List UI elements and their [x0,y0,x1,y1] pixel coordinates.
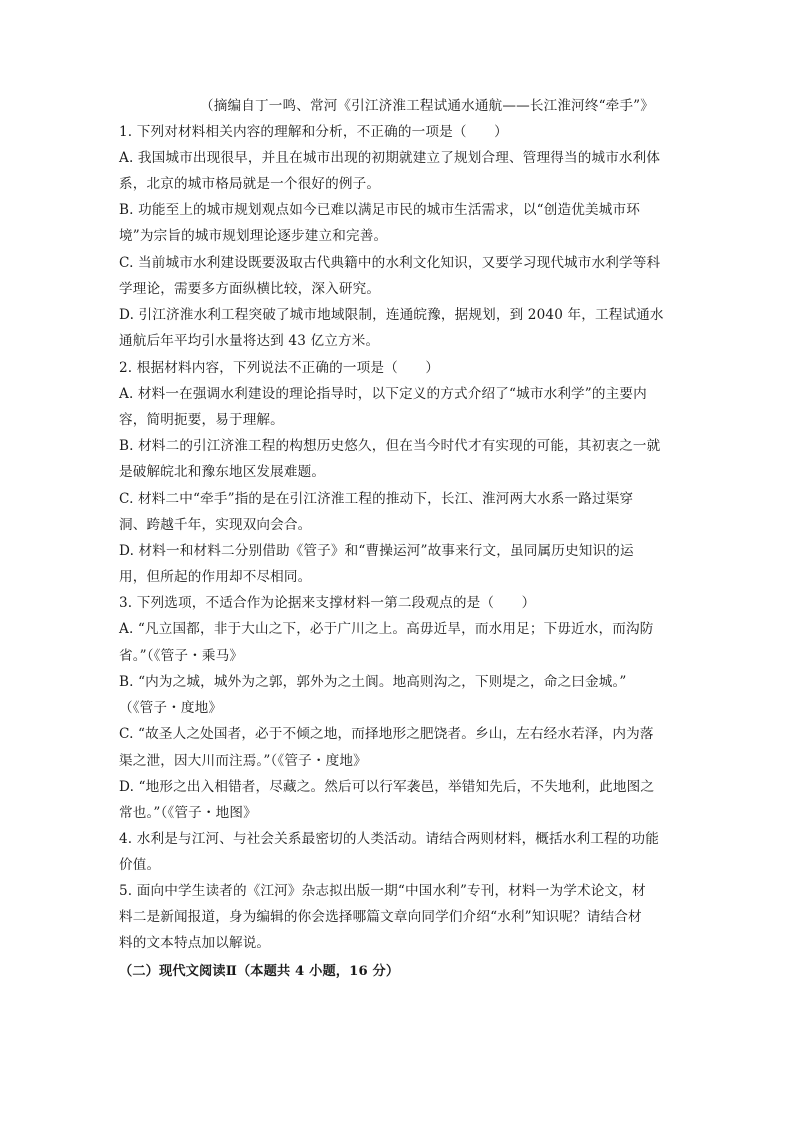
q1-option-b: B. 功能至上的城市规划观点如今已难以满足市民的城市生活需求，以“创造优美城市环 [119,202,640,218]
q3-option-b: B. “内为之城，城外为之郭，郭外为之土阆。地高则沟之，下则堤之，命之曰金城。” [119,674,627,690]
question-4: 4. 水利是与江河、与社会关系最密切的人类活动。请结合两则材料，概括水利工程的功能 [119,831,660,847]
q1-option-c-cont: 学理论，需要多方面纵横比较，深入研究。 [119,281,381,297]
q2-option-a-cont: 容，简明扼要，易于理解。 [119,412,284,428]
q2-option-b-cont: 是破解皖北和豫东地区发展难题。 [119,464,326,480]
q3-option-c: C. “故圣人之处国者，必于不倾之地，而择地形之肥饶者。乡山，左右经水若泽，内为落 [119,726,654,742]
q1-option-a-cont: 系，北京的城市格局就是一个很好的例子。 [119,176,381,192]
section-heading: （二）现代文阅读Ⅱ（本题共 4 小题，16 分） [119,964,400,979]
question-3-stem: 3. 下列选项，不适合作为论据来支撑材料一第二段观点的是（ ） [119,595,536,611]
q2-option-d: D. 材料一和材料二分别借助《管子》和“曹操运河”故事来行文，虽同属历史知识的运 [119,543,634,559]
question-2-stem: 2. 根据材料内容，下列说法不正确的一项是（ ） [119,360,440,376]
question-1-stem: 1. 下列对材料相关内容的理解和分析，不正确的一项是（ ） [119,124,508,140]
q3-option-a-cont: 省。”（《管子・乘马》 [119,648,244,664]
q1-option-c: C. 当前城市水利建设既要汲取古代典籍中的水利文化知识，又要学习现代城市水利学等科 [119,255,661,271]
q3-option-c-cont: 渠之泄，因大川而注焉。”（《管子・度地》 [119,753,367,769]
q1-option-a: A. 我国城市出现很早，并且在城市出现的初期就建立了规划合理、管理得当的城市水利体 [119,150,661,166]
q1-option-d-cont: 通航后年平均引水量将达到 43 亿立方米。 [119,333,380,349]
q1-option-b-cont: 境”为宗旨的城市规划理论逐步建立和完善。 [119,228,388,244]
q2-option-c: C. 材料二中“牵手”指的是在引江济淮工程的推动下，长江、淮河两大水系一路过渠穿 [119,491,634,507]
question-5: 5. 面向中学生读者的《江河》杂志拟出版一期“中国水利”专刊，材料一为学术论文，材 [119,883,646,899]
q2-option-d-cont: 用，但所起的作用却不尽相同。 [119,569,312,585]
question-5-cont-2: 料的文本特点加以解说。 [119,935,271,951]
q3-option-b-cont: （《管子・度地》 [119,700,223,716]
q3-option-d-cont: 常也。”（《管子・地图》 [119,805,257,821]
q3-option-d: D. “地形之出入相错者，尽藏之。然后可以行军袭邑，举错知先后，不失地利，此地图之 [119,779,655,795]
q2-option-a: A. 材料一在强调水利建设的理论指导时，以下定义的方式介绍了“城市水利学”的主要内 [119,386,647,402]
source-citation: （摘编自丁一鸣、常河《引江济淮工程试通水通航——长江淮河终“牵手”》 [200,98,654,114]
q3-option-a: A. “凡立国都，非于大山之下，必于广川之上。高毋近旱，而水用足；下毋近水，而沟防 [119,621,654,637]
q2-option-c-cont: 洞、跨越千年，实现双向会合。 [119,517,312,533]
q1-option-d: D. 引江济淮水利工程突破了城市地域限制，连通皖豫，据规划，到 2040 年，工程试通水 [119,307,664,323]
question-5-cont-1: 料二是新闻报道，身为编辑的你会选择哪篇文章向同学们介绍“水利”知识呢？请结合材 [119,909,642,925]
question-4-cont: 价值。 [119,857,161,873]
q2-option-b: B. 材料二的引江济淮工程的构想历史悠久，但在当今时代才有实现的可能，其初衷之一就 [119,438,661,454]
